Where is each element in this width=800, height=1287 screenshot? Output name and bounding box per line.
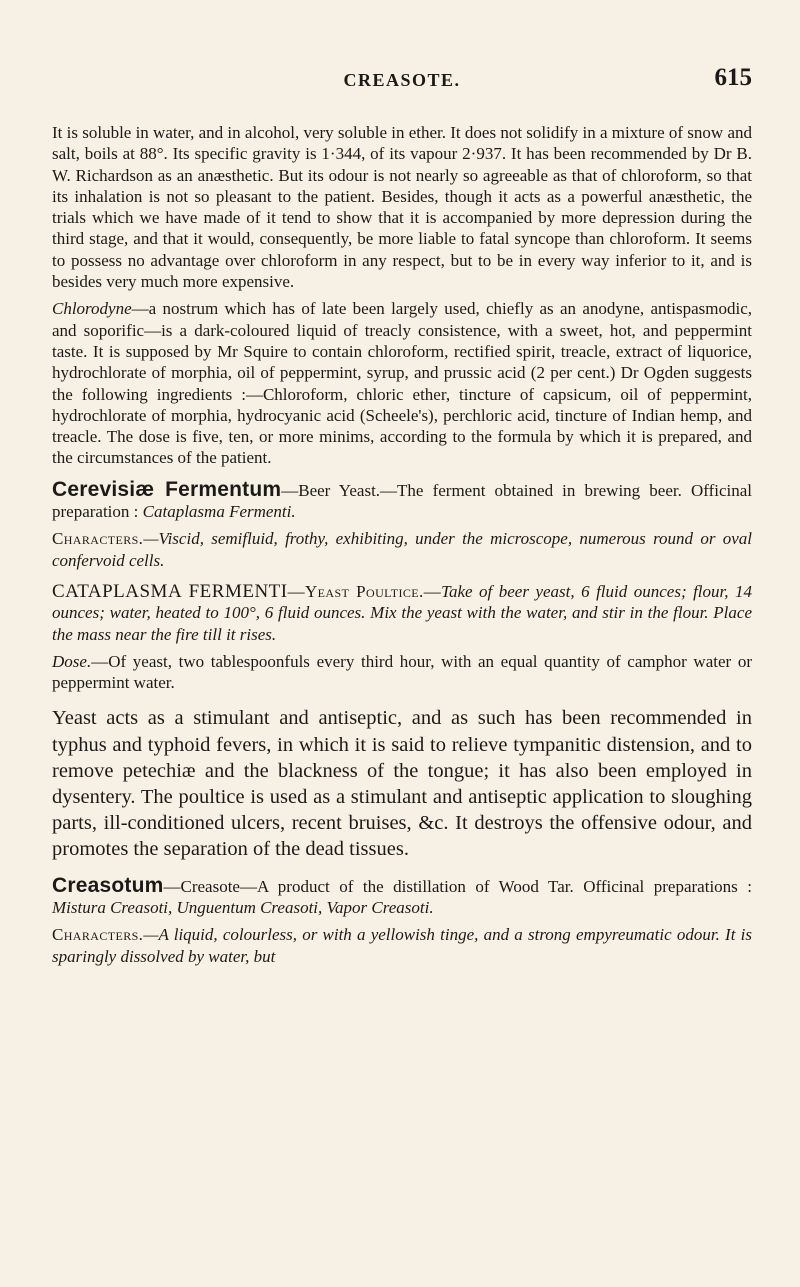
heading-cerevisiae-fermentum: Cerevisiæ Fermentum	[52, 477, 282, 501]
running-head: CREASOTE.	[343, 70, 461, 90]
chlorodyne-text: —a nostrum which has of late been largely used, chiefly as an anodyne, antispasmodic, and soporific—is a dark-coloured liquid of treacly consistence, with a sweet, hot, and peppermint taste. It is supposed by Mr Squire to contain chloroform, rectified spirit, treacle, extract of liquorice, hydrochlorate of morphia, oil of peppermint, syrup, and prussic acid (2 per cent.) Dr Ogden suggests the following ingredients :—Chloroform, chloric ether, tincture of capsicum, oil of peppermint, hydrochlorate of morphia, hydrocyanic acid (Scheele's), perchloric acid, tincture of Indian hemp, and treacle. The dose is five, ten, or more minims, according to the formula by which it is prepared, and the circumstances of the patient.	[52, 299, 752, 468]
paragraph-creasote-properties: It is soluble in water, and in alcohol, very soluble in ether. It does not solidify in a mixture of snow and salt, boils at 88°. Its specific gravity is 1·344, of its vapour 2·937. It has been recommended by Dr B. W. Richardson as an anæsthetic. But its odour is not nearly so agreeable as that of chloroform, so that its inhalation is not so pleasant to the patient. Besides, though it acts as a powerful anæsthetic, the trials which we have made of it tend to show that it is accompanied by more depression during the third stage, and that it would, consequently, be more liable to fatal syncope than chloroform. It seems to possess no advantage over chloroform in any respect, but to be in every way inferior to it, and is besides very much more expensive.	[52, 123, 752, 292]
characters-creasote-text: —A liquid, colourless, or with a yellowish tinge, and a strong empyreumatic odour. It is sparingly dissolved by water, but	[52, 925, 752, 966]
heading-creasotum: Creasotum	[52, 873, 164, 897]
paragraph-chlorodyne	[52, 298, 752, 468]
characters-yeast-text: —Viscid, semifluid, frothy, exhibiting, under the microscope, numerous round or oval confervoid cells.	[52, 529, 752, 570]
dose-text: —Of yeast, two tablespoonfuls every third hour, with an equal quantity of camphor water or peppermint water.	[52, 651, 752, 693]
creasotum-preparations: Mistura Creasoti, Unguentum Creasoti, Vapor Creasoti.	[52, 897, 434, 917]
paragraph-characters-creasote	[52, 924, 752, 967]
creasotum-text: —Creasote—A product of the distillation of Wood Tar. Officinal preparations :	[163, 876, 752, 896]
subheading-yeast-poultice: —Yeast Poultice.—	[287, 581, 442, 601]
paragraph-dose	[52, 651, 752, 694]
heading-cataplasma-fermenti: CATAPLASMA FERMENTI	[52, 580, 288, 602]
paragraph-creasotum	[52, 875, 752, 919]
cerevisiae-text: —Beer Yeast.—The ferment obtained in brewing beer. Officinal preparation :	[52, 480, 752, 522]
page-header	[52, 60, 752, 100]
body-text	[52, 122, 752, 967]
paragraph-cerevisiae	[52, 479, 752, 523]
characters-label-2: Characters.	[52, 925, 144, 945]
cataplasma-recipe: Take of beer yeast, 6 fluid ounces; flour, 14 ounces; water, heated to 100°, 6 fluid ounces. Mix the yeast with the water, and stir in the flour. Place the mass near the fire till it rises.	[52, 581, 752, 644]
characters-label: Characters.	[52, 529, 144, 549]
page-number: 615	[714, 64, 752, 91]
dose-label: Dose.	[52, 651, 92, 671]
cerevisiae-preparation: Cataplasma Fermenti.	[142, 502, 296, 522]
paragraph-cataplasma	[52, 581, 752, 645]
paragraph-yeast-uses: Yeast acts as a stimulant and antiseptic, and as such has been recommended in typhus and typhoid fevers, in which it is said to relieve tympanitic distension, and to remove petechiæ and the blackness of the tongue; it has also been employed in dysentery. The poultice is used as a stimulant and antiseptic application to sloughing parts, ill-conditioned ulcers, recent bruises, &c. It destroys the offensive odour, and promotes the separation of the dead tissues.	[52, 707, 752, 861]
term-chlorodyne: Chlorodyne	[52, 299, 132, 319]
paragraph-characters-yeast	[52, 528, 752, 571]
